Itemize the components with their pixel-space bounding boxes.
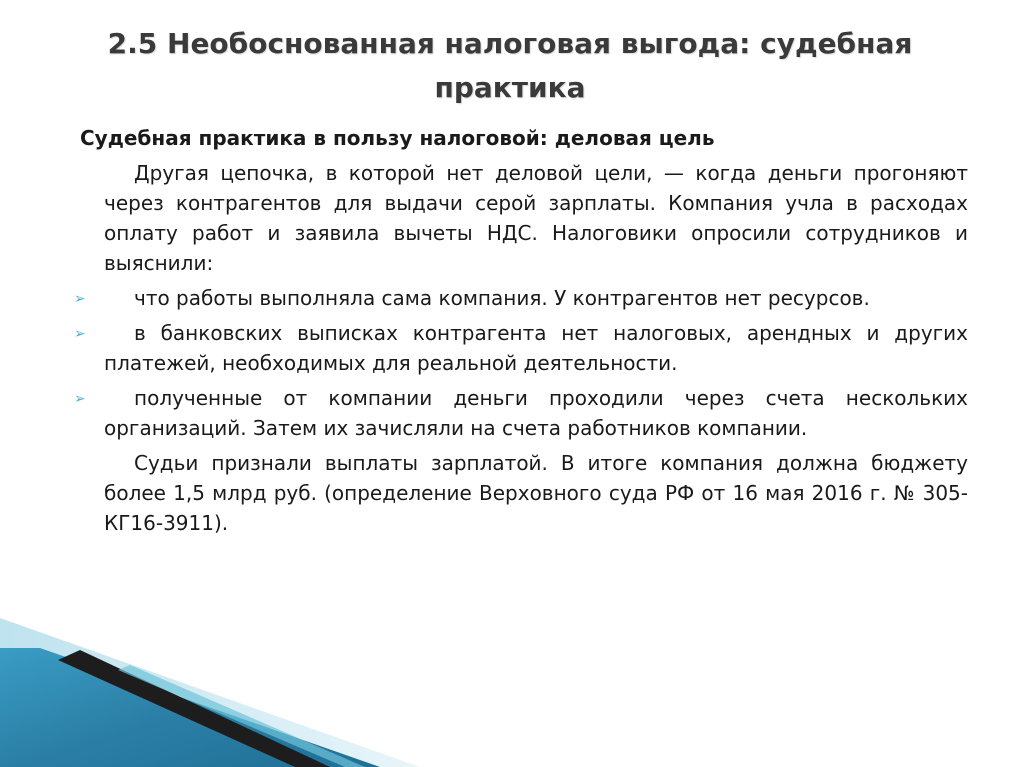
intro-paragraph: Другая цепочка, в которой нет деловой цели, — когда деньги прогоняют через контрагентов для выдачи серой зарплаты. Компания учла в расходах оплату работ и заявила вычеты НДС. Налоговики опросили сотрудников и выяснили: — [104, 161, 968, 275]
arrow-bullet-icon: ➢ — [74, 291, 86, 307]
slide-title-line-1: 2.5 Необоснованная налоговая выгода: судебная — [107, 27, 913, 60]
bullet-text: полученные от компании деньги проходили через счета нескольких организаций. Затем их зачисляли на счета работников компании. — [104, 386, 968, 440]
section-subheading: Судебная практика в пользу налоговой: деловая цель — [80, 126, 715, 150]
arrow-bullet-icon: ➢ — [74, 326, 86, 342]
bullet-item — [74, 318, 968, 378]
slide-body — [74, 158, 968, 543]
slide-title — [60, 22, 960, 110]
bullet-text: что работы выполняла сама компания. У контрагентов нет ресурсов. — [134, 286, 870, 310]
arrow-bullet-icon: ➢ — [74, 391, 86, 407]
conclusion-paragraph: Судьи признали выплаты зарплатой. В итоге компания должна бюджету более 1,5 млрд руб. (определение Верховного суда РФ от 16 мая 2016 г. № 305-КГ16-3911). — [104, 451, 968, 535]
bullet-item — [74, 283, 968, 313]
bullet-item — [74, 383, 968, 443]
bullet-text: в банковских выписках контрагента нет налоговых, арендных и других платежей, необходимых для реальной деятельности. — [104, 321, 968, 375]
slide-title-line-2: практика — [434, 71, 586, 104]
